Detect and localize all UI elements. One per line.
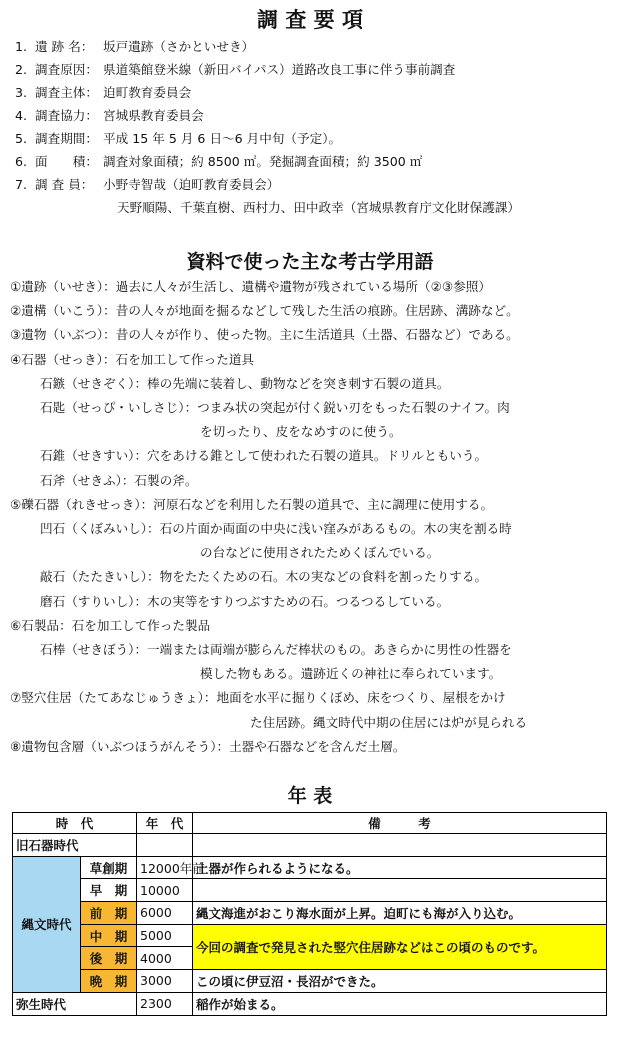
- glossary-line: ①遺跡（いせき）：過去に人々が生活し、遺構や遺物が残されている場所（②③参照）: [10, 279, 491, 294]
- era-jomon: 縄文時代: [13, 856, 81, 992]
- glossary-line: ⑧遺物包含層（いぶつほうがんそう）：土器や石器などを含んだ土層。: [10, 738, 406, 754]
- overview-row: [15, 84, 191, 102]
- overview-row-number: 5.: [15, 131, 28, 146]
- note-cell: [193, 834, 607, 857]
- overview-row-value: 県道築館登米線（新田バイパス）道路改良工事に伴う事前調査: [103, 62, 456, 77]
- overview-row-value: 調査対象面積；約 8500 ㎡。発掘調査面積；約 3500 ㎡: [103, 154, 423, 169]
- year-cell: 6000: [137, 902, 193, 925]
- overview-row-label: 調査協力：: [35, 108, 98, 123]
- note-cell: 縄文海進がおこり海水面が上昇。迫町にも海が入り込む。: [193, 902, 607, 925]
- glossary-line: ⑤礫石器（れきせっき）：河原石などを利用した石製の道具で、主に調理に使用する。: [10, 496, 494, 512]
- subperiod-cell: 後 期: [81, 947, 137, 970]
- overview-row-label: 調査期間：: [35, 131, 98, 146]
- overview-row: [15, 153, 422, 171]
- glossary-line: 石錐（せきすい）：穴をあける錐として使われた石製の道具。ドリルともいう。: [40, 448, 488, 464]
- overview-row-label: 遺 跡 名：: [35, 39, 94, 54]
- table-row: [13, 970, 607, 993]
- overview-row-value: 迫町教育委員会: [103, 85, 192, 100]
- chronology-title: 年 表: [287, 785, 333, 807]
- year-cell: 4000: [137, 947, 193, 970]
- overview-title: 調 査 要 項: [257, 8, 363, 32]
- glossary-line: 凹石（くぼみいし）：石の片面か両面の中央に浅い窪みがあるもの。木の実を割る時: [40, 521, 512, 536]
- glossary-line: 石斧（せきふ）：石製の斧。: [40, 472, 198, 488]
- subperiod-cell: 晩 期: [81, 970, 137, 993]
- table-row: [13, 924, 607, 947]
- table-row: [13, 834, 607, 857]
- table-header-row: [13, 813, 607, 834]
- subperiod-cell: 草創期: [81, 856, 137, 879]
- glossary-line: 磨石（すりいし）：木の実等をすりつぶすための石。つるつるしている。: [40, 593, 450, 609]
- glossary-line: を切ったり、皮をなめすのに使う。: [200, 424, 402, 440]
- overview-row: [15, 130, 341, 148]
- overview-row-value: 平成 15 年 5 月 6 日～6 月中旬（予定）。: [103, 131, 342, 146]
- year-cell: 12000年前: [137, 856, 193, 879]
- chronology-table: [12, 812, 607, 1016]
- era-paleolithic: 旧石器時代: [13, 834, 137, 857]
- era-yayoi: 弥生時代: [13, 992, 137, 1015]
- overview-row-label: 調査原因：: [35, 62, 98, 77]
- glossary-line: 石棒（せきぼう）：一端または両端が膨らんだ棒状のもの。あきらかに男性の性器を: [40, 642, 512, 657]
- year-cell: 2300: [137, 992, 193, 1015]
- overview-row: [15, 61, 455, 79]
- glossary-line: の台などに使用されたためくぼんでいる。: [200, 545, 440, 561]
- note-cell: 土器が作られるようになる。: [193, 856, 607, 879]
- overview-row-value: 宮城県教育委員会: [103, 108, 204, 123]
- overview-row: [15, 176, 279, 194]
- overview-row-label: 面 積：: [35, 154, 98, 169]
- subperiod-cell: 早 期: [81, 879, 137, 902]
- header-note: 備 考: [193, 813, 607, 834]
- glossary-line: 模した物もある。遺跡近くの神社に奉られています。: [200, 666, 502, 682]
- overview-row-number: 6.: [15, 154, 28, 169]
- table-row: [13, 992, 607, 1015]
- overview-row-label: 調査主体：: [35, 85, 98, 100]
- glossary-line: ③遺物（いぶつ）：昔の人々が作り、使った物。主に生活道具（土器、石器など）である。: [10, 327, 519, 343]
- note-cell: [193, 879, 607, 902]
- overview-row-number: 3.: [15, 85, 28, 100]
- table-row: [13, 879, 607, 902]
- year-cell: 5000: [137, 924, 193, 947]
- overview-row-value: 小野寺智哉（迫町教育委員会）: [103, 177, 280, 192]
- glossary-line: 石匙（せっぴ・いしさじ）：つまみ状の突起が付く鋭い刃をもった石製のナイフ。肉: [40, 400, 510, 415]
- year-cell: 10000: [137, 879, 193, 902]
- note-cell: この頃に伊豆沼・長沼ができた。: [193, 970, 607, 993]
- table-row: [13, 902, 607, 925]
- overview-investigators-continued: 天野順陽、千葉直樹、西村力、田中政幸（宮城県教育庁文化財保護課）: [117, 200, 520, 215]
- header-year: 年 代: [137, 813, 193, 834]
- header-era: 時 代: [13, 813, 137, 834]
- glossary-line: ⑦竪穴住居（たてあなじゅうきょ）：地面を水平に掘りくぼめ、床をつくり、屋根をかけ: [10, 690, 506, 706]
- glossary-line: ②遺構（いこう）：昔の人々が地面を掘るなどして残した生活の痕跡。住居跡、溝跡など。: [10, 303, 519, 319]
- subperiod-cell: 中 期: [81, 924, 137, 947]
- glossary-line: 敲石（たたきいし）：物をたたくための石。木の実などの食料を割ったりする。: [40, 569, 488, 585]
- overview-row-label: 調 査 員：: [35, 177, 94, 192]
- glossary-title: 資料で使った主な考古学用語: [186, 251, 434, 273]
- highlight-note-cell: 今回の調査で発見された竪穴住居跡などはこの頃のものです。: [193, 924, 607, 969]
- overview-row: [15, 107, 204, 125]
- year-cell: 3000: [137, 970, 193, 993]
- overview-row: [15, 38, 254, 56]
- note-cell: 稲作が始まる。: [193, 992, 607, 1015]
- glossary-line: た住居跡。縄文時代中期の住居には炉が見られる: [250, 714, 528, 730]
- table-row: [13, 856, 607, 879]
- overview-row-value: 坂戸遺跡（さかといせき）: [103, 39, 255, 54]
- glossary-line: ④石器（せっき）：石を加工して作った道具: [10, 351, 255, 367]
- overview-row-number: 4.: [15, 108, 28, 123]
- overview-row-number: 2.: [15, 62, 28, 77]
- glossary-line: 石鏃（せきぞく）：棒の先端に装着し、動物などを突き刺す石製の道具。: [40, 375, 450, 391]
- overview-row-number: 1.: [15, 39, 28, 54]
- glossary-line: ⑥石製品：石を加工して作った製品: [10, 617, 211, 633]
- overview-row-number: 7.: [15, 177, 28, 192]
- year-cell: [137, 834, 193, 857]
- subperiod-cell: 前 期: [81, 902, 137, 925]
